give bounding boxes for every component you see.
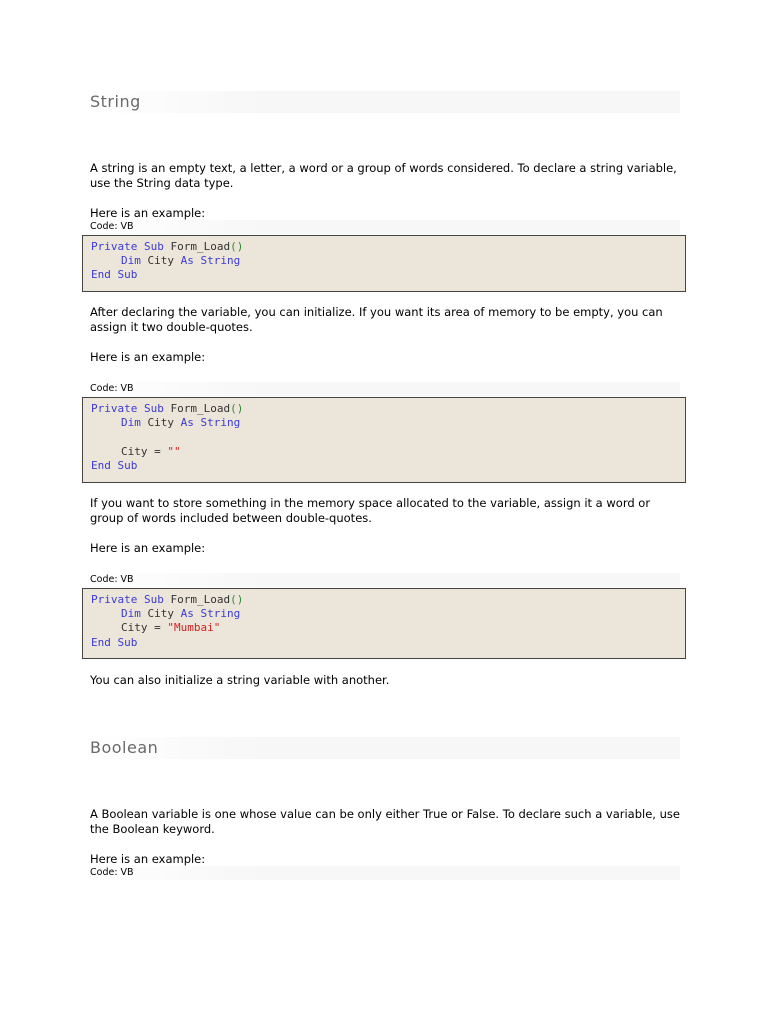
example-label: Here is an example:	[90, 852, 206, 866]
code-language-label: Code: VB	[82, 220, 680, 234]
code-token: Private	[91, 593, 138, 606]
code-language-label: Code: VB	[82, 382, 680, 396]
code-token: Sub	[117, 635, 138, 649]
code-token: String	[200, 416, 241, 430]
code-language-label: Code: VB	[82, 866, 680, 880]
code-token: ()	[230, 240, 244, 253]
initialize-with-another-paragraph: You can also initialize a string variable with another.	[90, 673, 390, 687]
assign-value-paragraph: If you want to store something in the memory space allocated to the variable, assign it a word or group of words included between double-quotes.	[90, 496, 651, 525]
boolean-intro-paragraph: A Boolean variable is one whose value can be only either True or False. To declare such a variable, use the Boolean keyword.	[90, 807, 680, 836]
code-token: "Mumbai"	[167, 621, 221, 635]
code-token: City	[147, 416, 174, 430]
code-token: Dim	[121, 254, 141, 268]
code-token: ""	[167, 444, 181, 458]
code-token: Dim	[121, 607, 141, 621]
code-token: ()	[230, 402, 244, 415]
code-token: Sub	[143, 240, 164, 253]
code-token: ()	[230, 593, 244, 606]
code-token: As	[180, 607, 194, 621]
code-token: City =	[121, 444, 168, 458]
code-language-label: Code: VB	[82, 573, 680, 587]
code-token: Sub	[117, 458, 138, 472]
code-token: As	[180, 416, 194, 430]
code-token: Private	[91, 402, 138, 415]
code-block-empty-string	[82, 397, 686, 483]
code-token: City =	[121, 621, 168, 635]
initialize-paragraph: After declaring the variable, you can initialize. If you want its area of memory to be empty, you can assign it two double-quotes.	[90, 305, 663, 334]
code-block-declare	[82, 235, 686, 292]
code-token: End	[91, 635, 111, 649]
section-heading-boolean: Boolean	[82, 737, 680, 759]
code-token: Private	[91, 240, 138, 253]
code-token: As	[180, 254, 194, 268]
code-token: End	[91, 268, 111, 282]
code-token: City	[147, 254, 174, 268]
code-token: Form_Load	[170, 240, 231, 253]
code-token: End	[91, 458, 111, 472]
code-token: Sub	[117, 268, 138, 282]
code-token: String	[200, 254, 241, 268]
code-token: String	[200, 607, 241, 621]
example-label: Here is an example:	[90, 541, 206, 555]
code-token: Form_Load	[170, 402, 231, 415]
code-token: Dim	[121, 416, 141, 430]
code-token: Sub	[143, 402, 164, 415]
code-block-assign-value	[82, 588, 686, 659]
code-token: Sub	[143, 593, 164, 606]
code-token: Form_Load	[170, 593, 231, 606]
section-heading-string: String	[82, 91, 680, 113]
code-token: City	[147, 607, 174, 621]
example-label: Here is an example:	[90, 206, 206, 220]
example-label: Here is an example:	[90, 350, 206, 364]
string-intro-paragraph: A string is an empty text, a letter, a word or a group of words considered. To declare a string variable, use the String data type.	[90, 161, 677, 190]
